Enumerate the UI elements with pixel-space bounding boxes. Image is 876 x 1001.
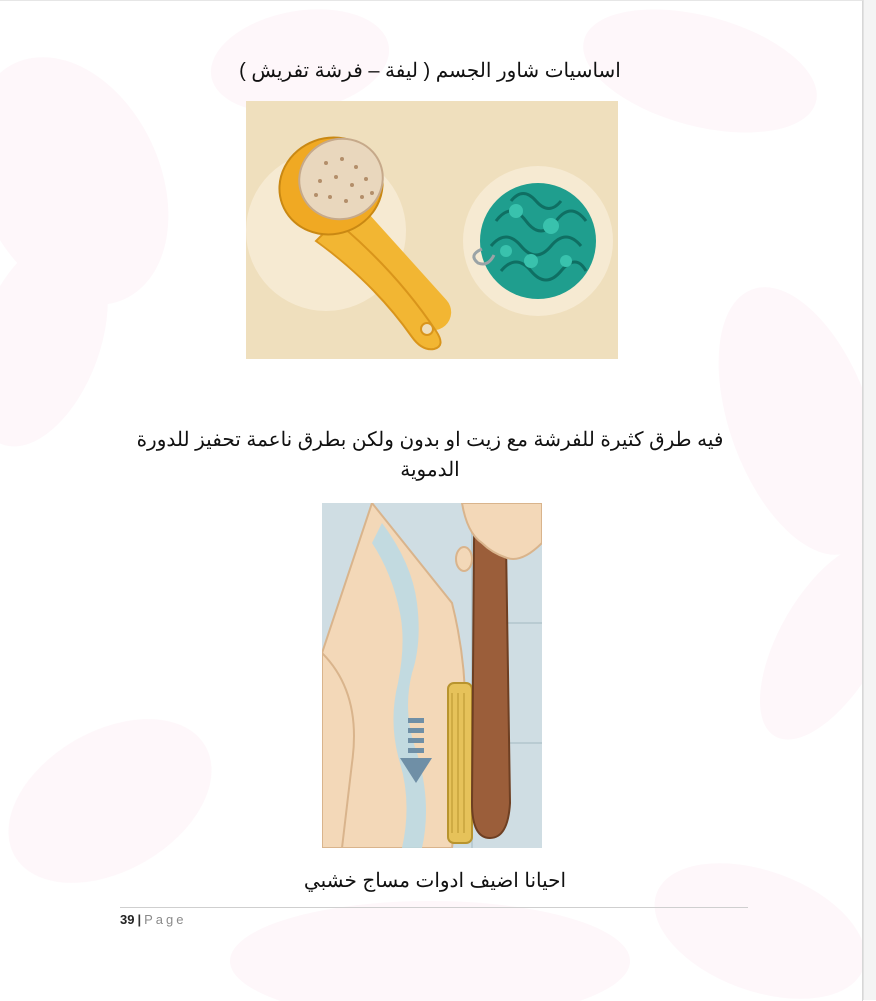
page-footer — [120, 912, 186, 927]
viewer-gutter — [863, 0, 876, 1000]
paragraph-line-2: الدموية — [400, 459, 460, 481]
page-number: 39 — [120, 912, 135, 927]
body-paragraph — [120, 425, 740, 485]
paragraph-line-1: فيه طرق كثيرة للفرشة مع زيت او بدون ولكن بطرق ناعمة تحفيز للدورة — [136, 429, 724, 451]
page-label: Page — [144, 912, 187, 927]
footer-separator: | — [137, 912, 142, 927]
leg-brushing-illustration — [322, 503, 542, 848]
brush-and-loofah-illustration — [246, 101, 618, 359]
figure-caption: احيانا اضيف ادوات مساج خشبي — [303, 870, 567, 892]
section-heading: اساسيات شاور الجسم ( ليفة – فرشة تفريش ) — [239, 60, 621, 82]
footer-divider — [120, 907, 748, 908]
